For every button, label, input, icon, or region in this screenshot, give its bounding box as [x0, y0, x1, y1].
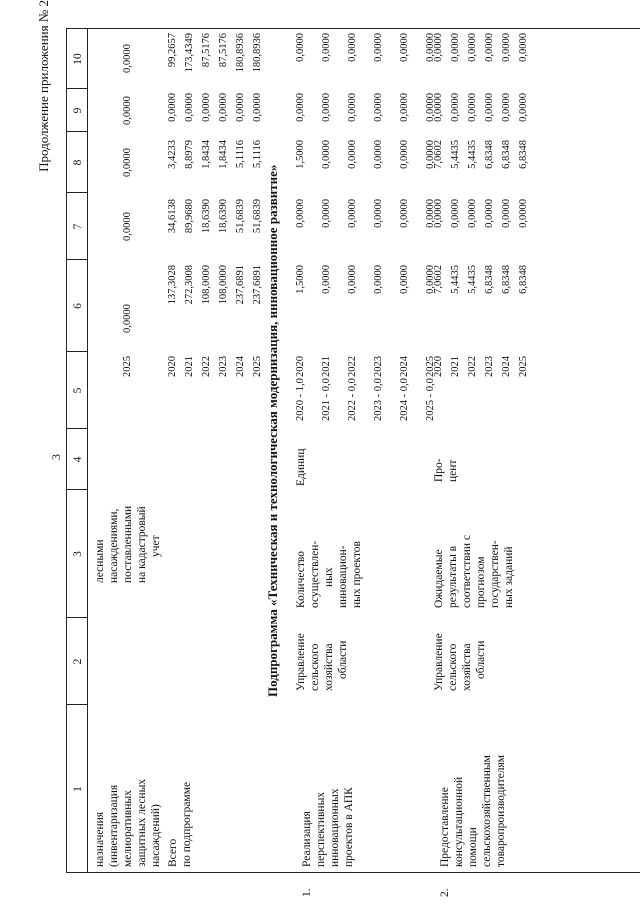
- value-cell: 0,0000: [425, 199, 436, 228]
- value-cell: 0,0000: [347, 33, 358, 62]
- subprogram-title: Подпрограмма «Техническая и технологическая модернизация, инновационное развитие»: [265, 164, 280, 697]
- value-cell: 5,1116: [235, 140, 246, 169]
- executor-line: хозяйства: [323, 643, 335, 691]
- indicator-line: государствен-: [489, 540, 501, 608]
- target-value-cell: 2020 - 1,0: [295, 378, 306, 421]
- page-number: 3: [49, 454, 63, 460]
- item-number: 2.: [439, 888, 451, 897]
- year-cell: 2022: [347, 356, 358, 377]
- value-cell: 1,5000: [295, 265, 306, 294]
- value-cell: 7,0602: [433, 140, 444, 169]
- value-cell: 6,8348: [484, 140, 495, 169]
- row-label-line: насаждений): [150, 804, 162, 867]
- value-cell: 0,0000: [184, 93, 195, 122]
- table-right-border: [88, 28, 640, 29]
- column-number: 4: [72, 456, 84, 463]
- item-name-line: проектов в АПК: [343, 787, 355, 867]
- value-cell: 0,0000: [373, 265, 384, 294]
- value-cell: 0,0000: [218, 93, 229, 122]
- value-cell: 137,3028: [167, 265, 178, 305]
- indicator-line: лесными: [94, 539, 106, 583]
- value-cell: 6,8348: [484, 265, 495, 294]
- value-cell: 1,8434: [201, 140, 212, 169]
- value-cell: 0,0000: [252, 93, 263, 122]
- value-cell: 0,0000: [501, 199, 512, 228]
- year-cell: 2024: [501, 356, 512, 377]
- value-cell: 18,6390: [201, 199, 212, 234]
- target-value-cell: 2025 - 0,0: [425, 378, 436, 421]
- item-name-line: Предоставление: [439, 787, 451, 867]
- value-cell: 0,0000: [295, 93, 306, 122]
- value-cell: 87,5176: [218, 33, 229, 68]
- value-cell: 0,0000: [518, 33, 529, 62]
- value-cell: 0,0000: [425, 140, 436, 169]
- value-cell: 173,4349: [184, 33, 195, 73]
- year-cell: 2024: [399, 356, 410, 377]
- value-cell: 0,0000: [450, 199, 461, 228]
- value-cell: 0,0000: [122, 212, 133, 241]
- value-cell: 0,0000: [484, 93, 495, 122]
- value-cell: 51,6839: [235, 199, 246, 234]
- value-cell: 0,0000: [501, 93, 512, 122]
- value-cell: 0,0000: [467, 199, 478, 228]
- year-cell: 2020: [167, 356, 178, 377]
- indicator-line: Ожидаемые: [433, 549, 445, 608]
- value-cell: 0,0000: [399, 265, 410, 294]
- value-cell: 237,6891: [252, 265, 263, 305]
- value-cell: 0,0000: [321, 140, 332, 169]
- column-number: 10: [72, 53, 84, 65]
- value-cell: 0,0000: [373, 199, 384, 228]
- item-name-line: инновационных: [329, 788, 341, 867]
- value-cell: 0,0000: [399, 199, 410, 228]
- item-name-line: консультационной: [453, 776, 465, 867]
- item-number: 1.: [301, 888, 313, 897]
- value-cell: 5,1116: [252, 140, 263, 169]
- total-label: Всего: [167, 838, 179, 867]
- value-cell: 272,3008: [184, 265, 195, 305]
- value-cell: 1,5000: [295, 140, 306, 169]
- row-label-line: (инвентаризация: [108, 784, 120, 867]
- year-cell: 2023: [484, 356, 495, 377]
- value-cell: 0,0000: [484, 199, 495, 228]
- executor-line: Управление: [295, 633, 307, 691]
- target-value-cell: 2021 - 0,0: [321, 378, 332, 421]
- column-number: 8: [72, 159, 84, 166]
- item-name-line: Реализация: [301, 811, 313, 867]
- year-cell: 2020: [433, 356, 444, 377]
- unit-cell: Про-: [433, 458, 445, 482]
- value-cell: 0,0000: [235, 93, 246, 122]
- value-cell: 18,6390: [218, 199, 229, 234]
- value-cell: 108,0000: [201, 265, 212, 305]
- year-cell: 2023: [373, 356, 384, 377]
- value-cell: 0,0000: [347, 199, 358, 228]
- value-cell: 180,8936: [235, 33, 246, 73]
- value-cell: 0,0000: [321, 199, 332, 228]
- indicator-line: результаты в: [447, 545, 459, 608]
- column-number: 9: [72, 107, 84, 114]
- value-cell: 0,0000: [122, 44, 133, 73]
- value-cell: 0,0000: [425, 33, 436, 62]
- value-cell: 6,8348: [501, 140, 512, 169]
- table-top-border: [66, 29, 67, 873]
- year-cell: 2021: [184, 356, 195, 377]
- value-cell: 0,0000: [295, 33, 306, 62]
- value-cell: 0,0000: [347, 265, 358, 294]
- column-number: 5: [72, 387, 84, 394]
- indicator-line: на кадастровый: [136, 506, 148, 583]
- value-cell: 5,4435: [450, 265, 461, 294]
- column-number: 6: [72, 303, 84, 309]
- indicator-line: осуществлен-: [309, 540, 321, 608]
- executor-line: хозяйства: [461, 643, 473, 691]
- item-name-line: перспективных: [315, 791, 327, 867]
- total-label: по подпрограмме: [181, 781, 193, 867]
- value-cell: 0,0000: [399, 93, 410, 122]
- year-cell: 2025: [252, 356, 263, 377]
- year-cell: 2021: [321, 356, 332, 377]
- value-cell: 0,0000: [467, 33, 478, 62]
- year-cell: 2024: [235, 356, 246, 377]
- value-cell: 0,0000: [425, 93, 436, 122]
- value-cell: 0,0000: [518, 93, 529, 122]
- value-cell: 180,8936: [252, 33, 263, 73]
- value-cell: 0,0000: [450, 33, 461, 62]
- value-cell: 7,0602: [433, 265, 444, 294]
- value-cell: 0,0000: [467, 93, 478, 122]
- value-cell: 5,4435: [467, 265, 478, 294]
- value-cell: 108,0000: [218, 265, 229, 305]
- value-cell: 6,8348: [518, 140, 529, 169]
- value-cell: 5,4435: [450, 140, 461, 169]
- year-cell: 2021: [450, 356, 461, 377]
- indicator-line: учет: [150, 535, 162, 557]
- executor-line: сельского: [447, 643, 459, 691]
- value-cell: 0,0000: [347, 140, 358, 169]
- value-cell: 0,0000: [425, 265, 436, 294]
- year-cell: 2025: [518, 356, 529, 377]
- column-number: 1: [72, 786, 84, 792]
- year-cell: 2023: [218, 356, 229, 377]
- unit-cell: цент: [447, 459, 459, 482]
- indicator-line: соответствии с: [461, 535, 473, 608]
- item-name-line: помощи: [467, 827, 479, 867]
- value-cell: 0,0000: [347, 93, 358, 122]
- year-cell: 2025: [425, 356, 436, 377]
- value-cell: 0,0000: [433, 199, 444, 228]
- year-cell: 2020: [295, 356, 306, 377]
- indicator-line: насаждениями,: [108, 508, 120, 583]
- indicator-line: инновацион-: [337, 545, 349, 608]
- target-value-cell: 2024 - 0,0: [399, 378, 410, 421]
- executor-line: Управление: [433, 633, 445, 691]
- value-cell: 0,0000: [399, 140, 410, 169]
- indicator-line: прогнозом: [475, 556, 487, 608]
- value-cell: 0,0000: [201, 93, 212, 122]
- value-cell: 0,0000: [501, 33, 512, 62]
- value-cell: 5,4435: [467, 140, 478, 169]
- value-cell: 0,0000: [433, 93, 444, 122]
- value-cell: 34,6138: [167, 199, 178, 234]
- value-cell: 0,0000: [122, 148, 133, 177]
- item-name-line: товаропроизводителям: [495, 754, 507, 867]
- indicator-line: ных заданий: [503, 546, 515, 608]
- table-left-border: [88, 872, 640, 873]
- value-cell: 0,0000: [167, 93, 178, 122]
- value-cell: 6,8348: [501, 265, 512, 294]
- executor-line: области: [475, 640, 487, 679]
- year-cell: 2025: [122, 356, 133, 377]
- value-cell: 0,0000: [450, 93, 461, 122]
- value-cell: 0,0000: [295, 199, 306, 228]
- value-cell: 0,0000: [373, 93, 384, 122]
- value-cell: 6,8348: [518, 265, 529, 294]
- value-cell: 0,0000: [122, 304, 133, 333]
- value-cell: 0,0000: [321, 265, 332, 294]
- executor-line: сельского: [309, 643, 321, 691]
- year-cell: 2022: [201, 356, 212, 377]
- value-cell: 0,0000: [484, 33, 495, 62]
- column-number: 2: [72, 658, 84, 665]
- value-cell: 0,0000: [321, 93, 332, 122]
- value-cell: 89,9680: [184, 199, 195, 234]
- value-cell: 237,6891: [235, 265, 246, 305]
- indicator-line: Количество: [295, 551, 307, 608]
- row-label-line: назначения: [94, 811, 106, 867]
- indicator-line: ных: [323, 567, 335, 587]
- row-label-line: защитных лесных: [136, 778, 148, 867]
- value-cell: 0,0000: [373, 33, 384, 62]
- item-name-line: сельскохозяйственным: [481, 755, 493, 867]
- value-cell: 0,0000: [373, 140, 384, 169]
- value-cell: 0,0000: [518, 199, 529, 228]
- column-number: 3: [72, 551, 84, 557]
- value-cell: 0,0000: [321, 33, 332, 62]
- target-value-cell: 2022 - 0,0: [347, 378, 358, 421]
- column-number: 7: [72, 223, 84, 230]
- value-cell: 0,0000: [122, 96, 133, 125]
- appendix-continuation-note: Продолжение приложения № 2: [36, 0, 51, 172]
- value-cell: 0,0000: [433, 33, 444, 62]
- value-cell: 99,2657: [167, 33, 178, 68]
- value-cell: 87,5176: [201, 33, 212, 68]
- value-cell: 1,8434: [218, 140, 229, 169]
- target-value-cell: 2023 - 0,0: [373, 378, 384, 421]
- value-cell: 51,6839: [252, 199, 263, 234]
- header-bottom-border: [87, 29, 88, 873]
- value-cell: 8,8979: [184, 140, 195, 169]
- unit-cell: Единиц: [295, 448, 307, 486]
- indicator-line: поставленными: [122, 505, 134, 583]
- year-cell: 2022: [467, 356, 478, 377]
- value-cell: 0,0000: [399, 33, 410, 62]
- row-label-line: мелиоративных: [122, 790, 134, 867]
- executor-line: области: [337, 640, 349, 679]
- indicator-line: ных проектов: [351, 541, 363, 608]
- value-cell: 3,4233: [167, 140, 178, 169]
